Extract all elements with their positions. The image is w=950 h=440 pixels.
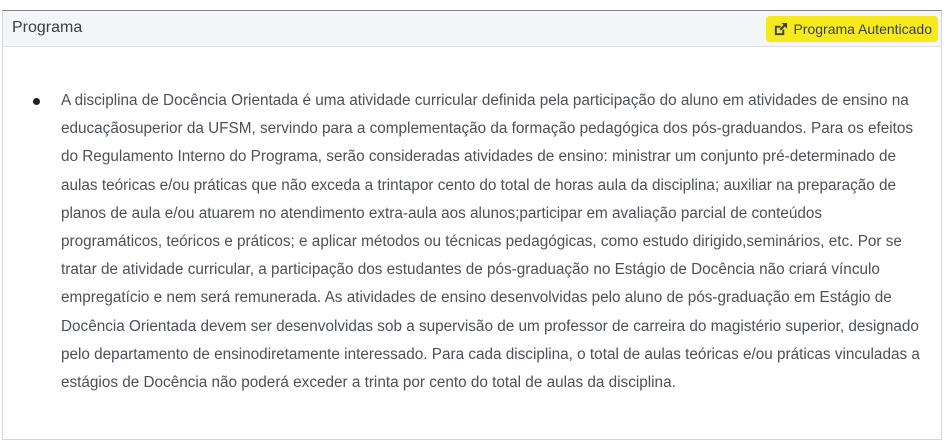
panel-header bbox=[3, 11, 941, 47]
list-item bbox=[3, 87, 923, 397]
bullet-icon bbox=[33, 98, 40, 105]
programa-panel bbox=[2, 10, 942, 440]
panel-title: Programa bbox=[12, 19, 83, 36]
external-link-icon bbox=[773, 22, 788, 37]
list-item-text: A disciplina de Docência Orientada é uma atividade curricular definida pela participação do aluno em atividades de ensino na educaçãosuperior da UFSM, servindo para a complementação da formação pedagógica dos pós-graduandos. Para os efeitos do Regulamento Interno do Programa, serão consideradas atividades de ensino: ministrar um conjunto pré-determinado de aulas teóricas e/ou práticas que não exceda a trintapor cento do total de horas aula da disciplina; auxiliar na preparação de planos de aula e/ou atuarem no atendimento extra-aula aos alunos;participar em avaliação parcial de conteúdos programáticos, teóricos e práticos; e aplicar métodos ou técnicas pedagógicas, como estudo dirigido,seminários, etc. Por se tratar de atividade curricular, a participação dos estudantes de pós-graduação no Estágio de Docência não criará vínculo empregatício e nem será remunerada. As atividades de ensino desenvolvidas pelo aluno de pós-graduação em Estágio de Docência Orientada devem ser desenvolvidas sob a supervisão de um professor de carreira do magistério superior, designado pelo departamento de ensinodiretamente interessado. Para cada disciplina, o total de aulas teóricas e/ou práticas vinculadas a estágios de Docência não poderá exceder a trinta por cento do total de aulas da disciplina. bbox=[61, 92, 920, 392]
program-description-list bbox=[3, 87, 923, 397]
programa-autenticado-link[interactable] bbox=[766, 16, 938, 42]
programa-autenticado-label: Programa Autenticado bbox=[793, 21, 932, 37]
